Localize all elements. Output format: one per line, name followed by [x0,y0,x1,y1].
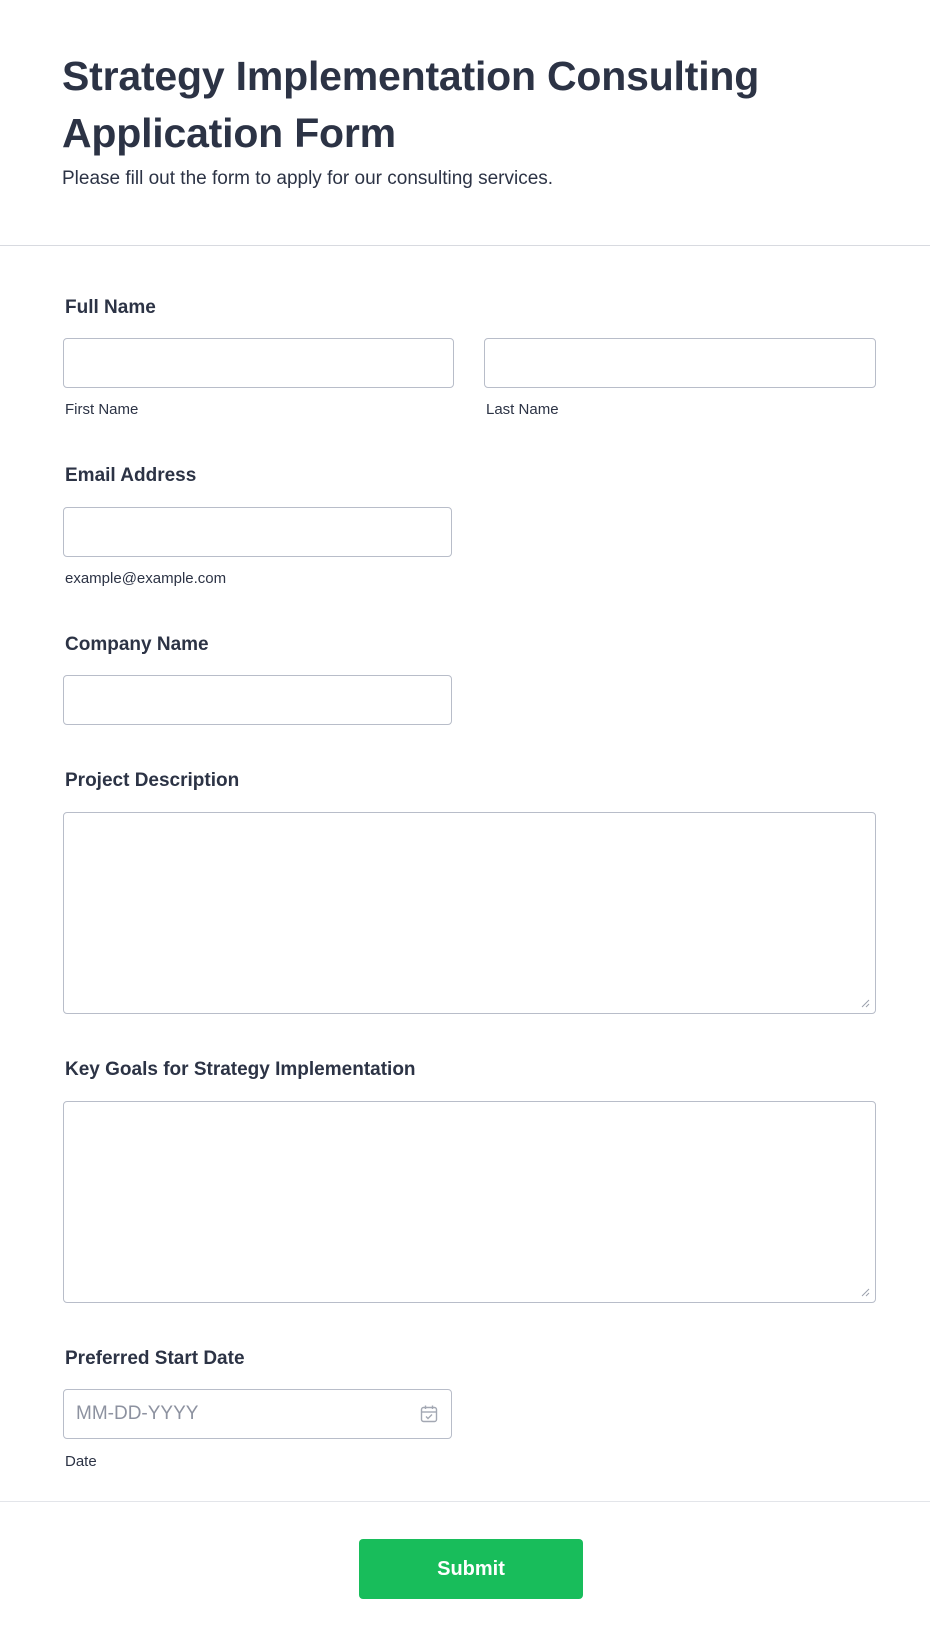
project-description-label: Project Description [65,770,240,791]
footer-divider [0,1501,930,1502]
key-goals-label: Key Goals for Strategy Implementation [65,1059,416,1080]
resize-grip-icon[interactable] [860,998,870,1008]
last-name-sublabel: Last Name [486,401,559,418]
start-date-sublabel: Date [65,1453,97,1470]
submit-button[interactable]: Submit [359,1539,583,1599]
company-label: Company Name [65,634,209,655]
page-title: Strategy Implementation Consulting Application Form [62,53,760,156]
email-label: Email Address [65,465,197,486]
start-date-field[interactable] [63,1389,452,1439]
calendar-icon[interactable] [419,1404,439,1424]
resize-grip-icon[interactable] [860,1287,870,1297]
email-field[interactable] [63,507,452,557]
first-name-input[interactable] [63,338,454,388]
email-sublabel: example@example.com [65,570,227,587]
key-goals-textarea[interactable] [63,1101,876,1303]
project-description-textarea[interactable] [63,812,876,1014]
start-date-label: Preferred Start Date [65,1348,245,1369]
first-name-sublabel: First Name [65,401,139,418]
last-name-input[interactable] [484,338,876,388]
company-name-input[interactable] [63,675,452,725]
full-name-label: Full Name [65,297,156,318]
form-header [0,0,930,246]
page-subtitle: Please fill out the form to apply for our consulting services. [62,168,554,189]
start-date-input[interactable] [64,1390,394,1438]
